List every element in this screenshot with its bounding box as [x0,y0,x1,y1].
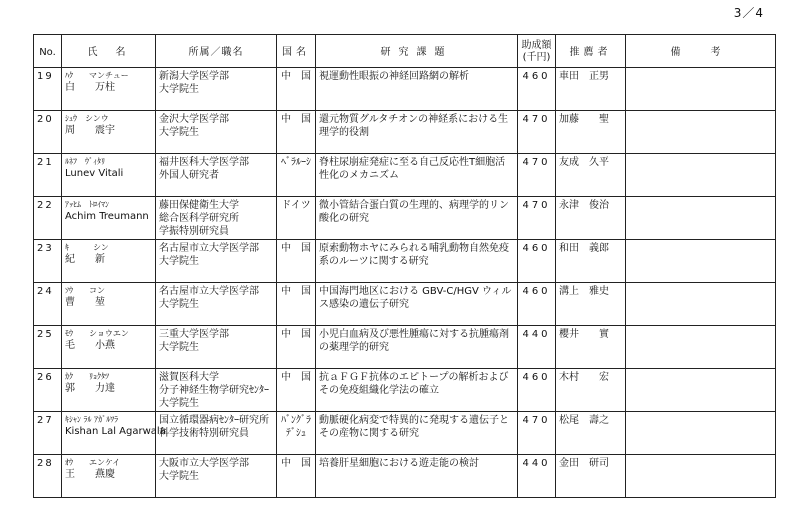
row-name-cell [62,111,156,154]
name-text: 毛 小燕 [65,340,115,351]
affiliation-line: 新潟大学医学部 [159,71,229,82]
row-recommender: 永津 俊治 [556,197,626,240]
header-grant [518,35,556,68]
affiliation-line: 藤田保健衛生大学 [159,200,239,211]
row-affiliation [156,455,277,498]
row-grant: 470 [518,111,556,154]
row-remarks [626,412,776,455]
row-number: 26 [34,369,62,412]
header-recommender: 推薦者 [556,35,626,68]
row-recommender: 加藤 聖 [556,111,626,154]
row-recommender: 溝上 雅史 [556,283,626,326]
name-kana: ｶｸ ﾘｮｸﾀﾂ [65,372,109,381]
row-number: 22 [34,197,62,240]
header-topic: 研究課題 [316,35,518,68]
row-affiliation [156,197,277,240]
row-number: 23 [34,240,62,283]
header-no: No. [34,35,62,68]
row-topic: 原索動物ホヤにみられる哺乳動物自然免疫系のルーツに関する研究 [316,240,518,283]
name-kana: ﾊｸ マンチュー [65,71,129,80]
row-topic: 抗ａＦＧＦ抗体のエピトープの解析およびその免疫組織化学法の確立 [316,369,518,412]
table-row [34,412,776,455]
row-recommender: 車田 正男 [556,68,626,111]
row-name-cell [62,68,156,111]
row-recommender: 金田 研司 [556,455,626,498]
table-row [34,154,776,197]
affiliation-line: 大学院生 [159,471,199,482]
row-name-cell [62,197,156,240]
row-country: 中 国 [277,240,316,283]
row-recommender: 和田 義郎 [556,240,626,283]
name-kana: ﾙﾈﾌ ｳﾞｨﾀﾘ [65,157,105,166]
row-country: 中 国 [277,369,316,412]
affiliation-line: 名古屋市立大学医学部 [159,243,259,254]
table-row [34,369,776,412]
affiliation-line: 学振特別研究員 [159,226,229,237]
row-topic: 微小管結合蛋白質の生理的、病理学的リン酸化の研究 [316,197,518,240]
row-grant: 460 [518,283,556,326]
row-number: 21 [34,154,62,197]
row-remarks [626,68,776,111]
affiliation-line: 大学院生 [159,342,199,353]
row-affiliation [156,283,277,326]
row-remarks [626,197,776,240]
header-name: 氏 名 [62,35,156,68]
row-grant: 440 [518,326,556,369]
row-country: 中 国 [277,455,316,498]
row-affiliation [156,240,277,283]
name-text: Lunev Vitali [65,168,124,179]
row-affiliation [156,326,277,369]
row-recommender: 友成 久平 [556,154,626,197]
row-remarks [626,240,776,283]
affiliation-line: 外国人研究者 [159,170,219,181]
table-row [34,240,776,283]
row-grant: 460 [518,369,556,412]
affiliation-line: 大学院生 [159,256,199,267]
name-text: 王 燕慶 [65,469,115,480]
row-affiliation [156,68,277,111]
row-number: 19 [34,68,62,111]
affiliation-line: 金沢大学医学部 [159,114,229,125]
name-text: 白 万柱 [65,82,115,93]
affiliation-line: 三重大学医学部 [159,329,229,340]
affiliation-line: 分子神経生物学研究ｾﾝﾀｰ [159,385,269,396]
name-text: 周 震宇 [65,125,115,136]
row-remarks [626,283,776,326]
row-topic: 中国海門地区における GBV-C/HGV ウィルス感染の遺伝子研究 [316,283,518,326]
name-text: 紀 新 [65,254,105,265]
row-name-cell [62,154,156,197]
name-kana: ｿｳ コン [65,286,105,295]
page-number: 3／4 [733,6,764,20]
row-number: 28 [34,455,62,498]
name-text: Kishan Lal Agarwala [65,426,166,437]
row-country: 中 国 [277,283,316,326]
row-country: 中 国 [277,326,316,369]
name-kana: ﾓｳ ショウエン [65,329,129,338]
row-name-cell [62,455,156,498]
row-affiliation [156,412,277,455]
table-header-row [34,35,776,68]
affiliation-line: 大学院生 [159,84,199,95]
affiliation-line: 科学技術特別研究員 [159,428,249,439]
row-grant: 440 [518,455,556,498]
row-country: 中 国 [277,68,316,111]
row-grant: 470 [518,197,556,240]
affiliation-line: 名古屋市立大学医学部 [159,286,259,297]
name-kana: ｷ シン [65,243,109,252]
row-name-cell [62,283,156,326]
row-topic: 還元物質グルタチオンの神経系における生理学的役割 [316,111,518,154]
row-recommender: 松尾 壽之 [556,412,626,455]
affiliation-line: 総合医科学研究所 [159,213,239,224]
header-grant-label: 助成額 [521,40,552,51]
row-country: 中 国 [277,111,316,154]
row-topic: 視運動性眼振の神経回路網の解析 [316,68,518,111]
table-row [34,68,776,111]
header-grant-unit: (千円) [522,52,551,63]
row-remarks [626,369,776,412]
row-topic: 動脈硬化病変で特異的に発現する遺伝子とその産物に関する研究 [316,412,518,455]
row-country: ドイツ [277,197,316,240]
affiliation-line: 滋賀医科大学 [159,372,219,383]
name-kana: ｷｼｬﾝ ﾗﾙ ｱｶﾞﾙﾜﾗ [65,415,119,424]
row-number: 25 [34,326,62,369]
row-name-cell [62,369,156,412]
name-kana: ｱｯﾋﾑ ﾄﾛｲﾏﾝ [65,200,109,209]
header-country: 国名 [277,35,316,68]
header-remarks: 備 考 [626,35,776,68]
row-remarks [626,111,776,154]
row-country: ﾊﾞﾝｸﾞﾗﾃﾞｼｭ [277,412,316,455]
row-number: 24 [34,283,62,326]
table-row [34,283,776,326]
table-row [34,111,776,154]
affiliation-line: 大学院生 [159,299,199,310]
row-affiliation [156,111,277,154]
row-remarks [626,326,776,369]
row-number: 27 [34,412,62,455]
row-name-cell [62,240,156,283]
name-text: 曹 堃 [65,297,105,308]
row-topic: 小児白血病及び悪性腫瘍に対する抗腫瘍剤の薬理学的研究 [316,326,518,369]
row-grant: 470 [518,154,556,197]
table-row [34,326,776,369]
row-recommender: 木村 宏 [556,369,626,412]
grant-recipient-table [33,34,776,498]
row-grant: 460 [518,68,556,111]
row-grant: 470 [518,412,556,455]
row-topic: 培養肝星細胞における遊走能の検討 [316,455,518,498]
table-row [34,455,776,498]
row-recommender: 櫻井 實 [556,326,626,369]
affiliation-line: 国立循環器病ｾﾝﾀｰ研究所 [159,415,269,426]
row-number: 20 [34,111,62,154]
row-name-cell [62,326,156,369]
name-kana: ｼｭｳ シンウ [65,114,109,123]
affiliation-line: 大学院生 [159,398,199,409]
row-name-cell [62,412,166,455]
row-country: ﾍﾞﾗﾙｰｼ [277,154,316,197]
affiliation-line: 大学院生 [159,127,199,138]
header-affiliation: 所属／職名 [156,35,277,68]
table-row [34,197,776,240]
row-remarks [626,154,776,197]
affiliation-line: 福井医科大学医学部 [159,157,249,168]
name-text: Achim Treumann [65,211,149,222]
name-kana: ｵｳ エンケイ [65,458,121,467]
row-affiliation [156,154,277,197]
affiliation-line: 大阪市立大学医学部 [159,458,249,469]
row-grant: 460 [518,240,556,283]
row-remarks [626,455,776,498]
row-affiliation [156,369,277,412]
name-text: 郭 力達 [65,383,115,394]
row-topic: 脊柱尿崩症発症に至る自己反応性T細胞活性化のメカニズム [316,154,518,197]
